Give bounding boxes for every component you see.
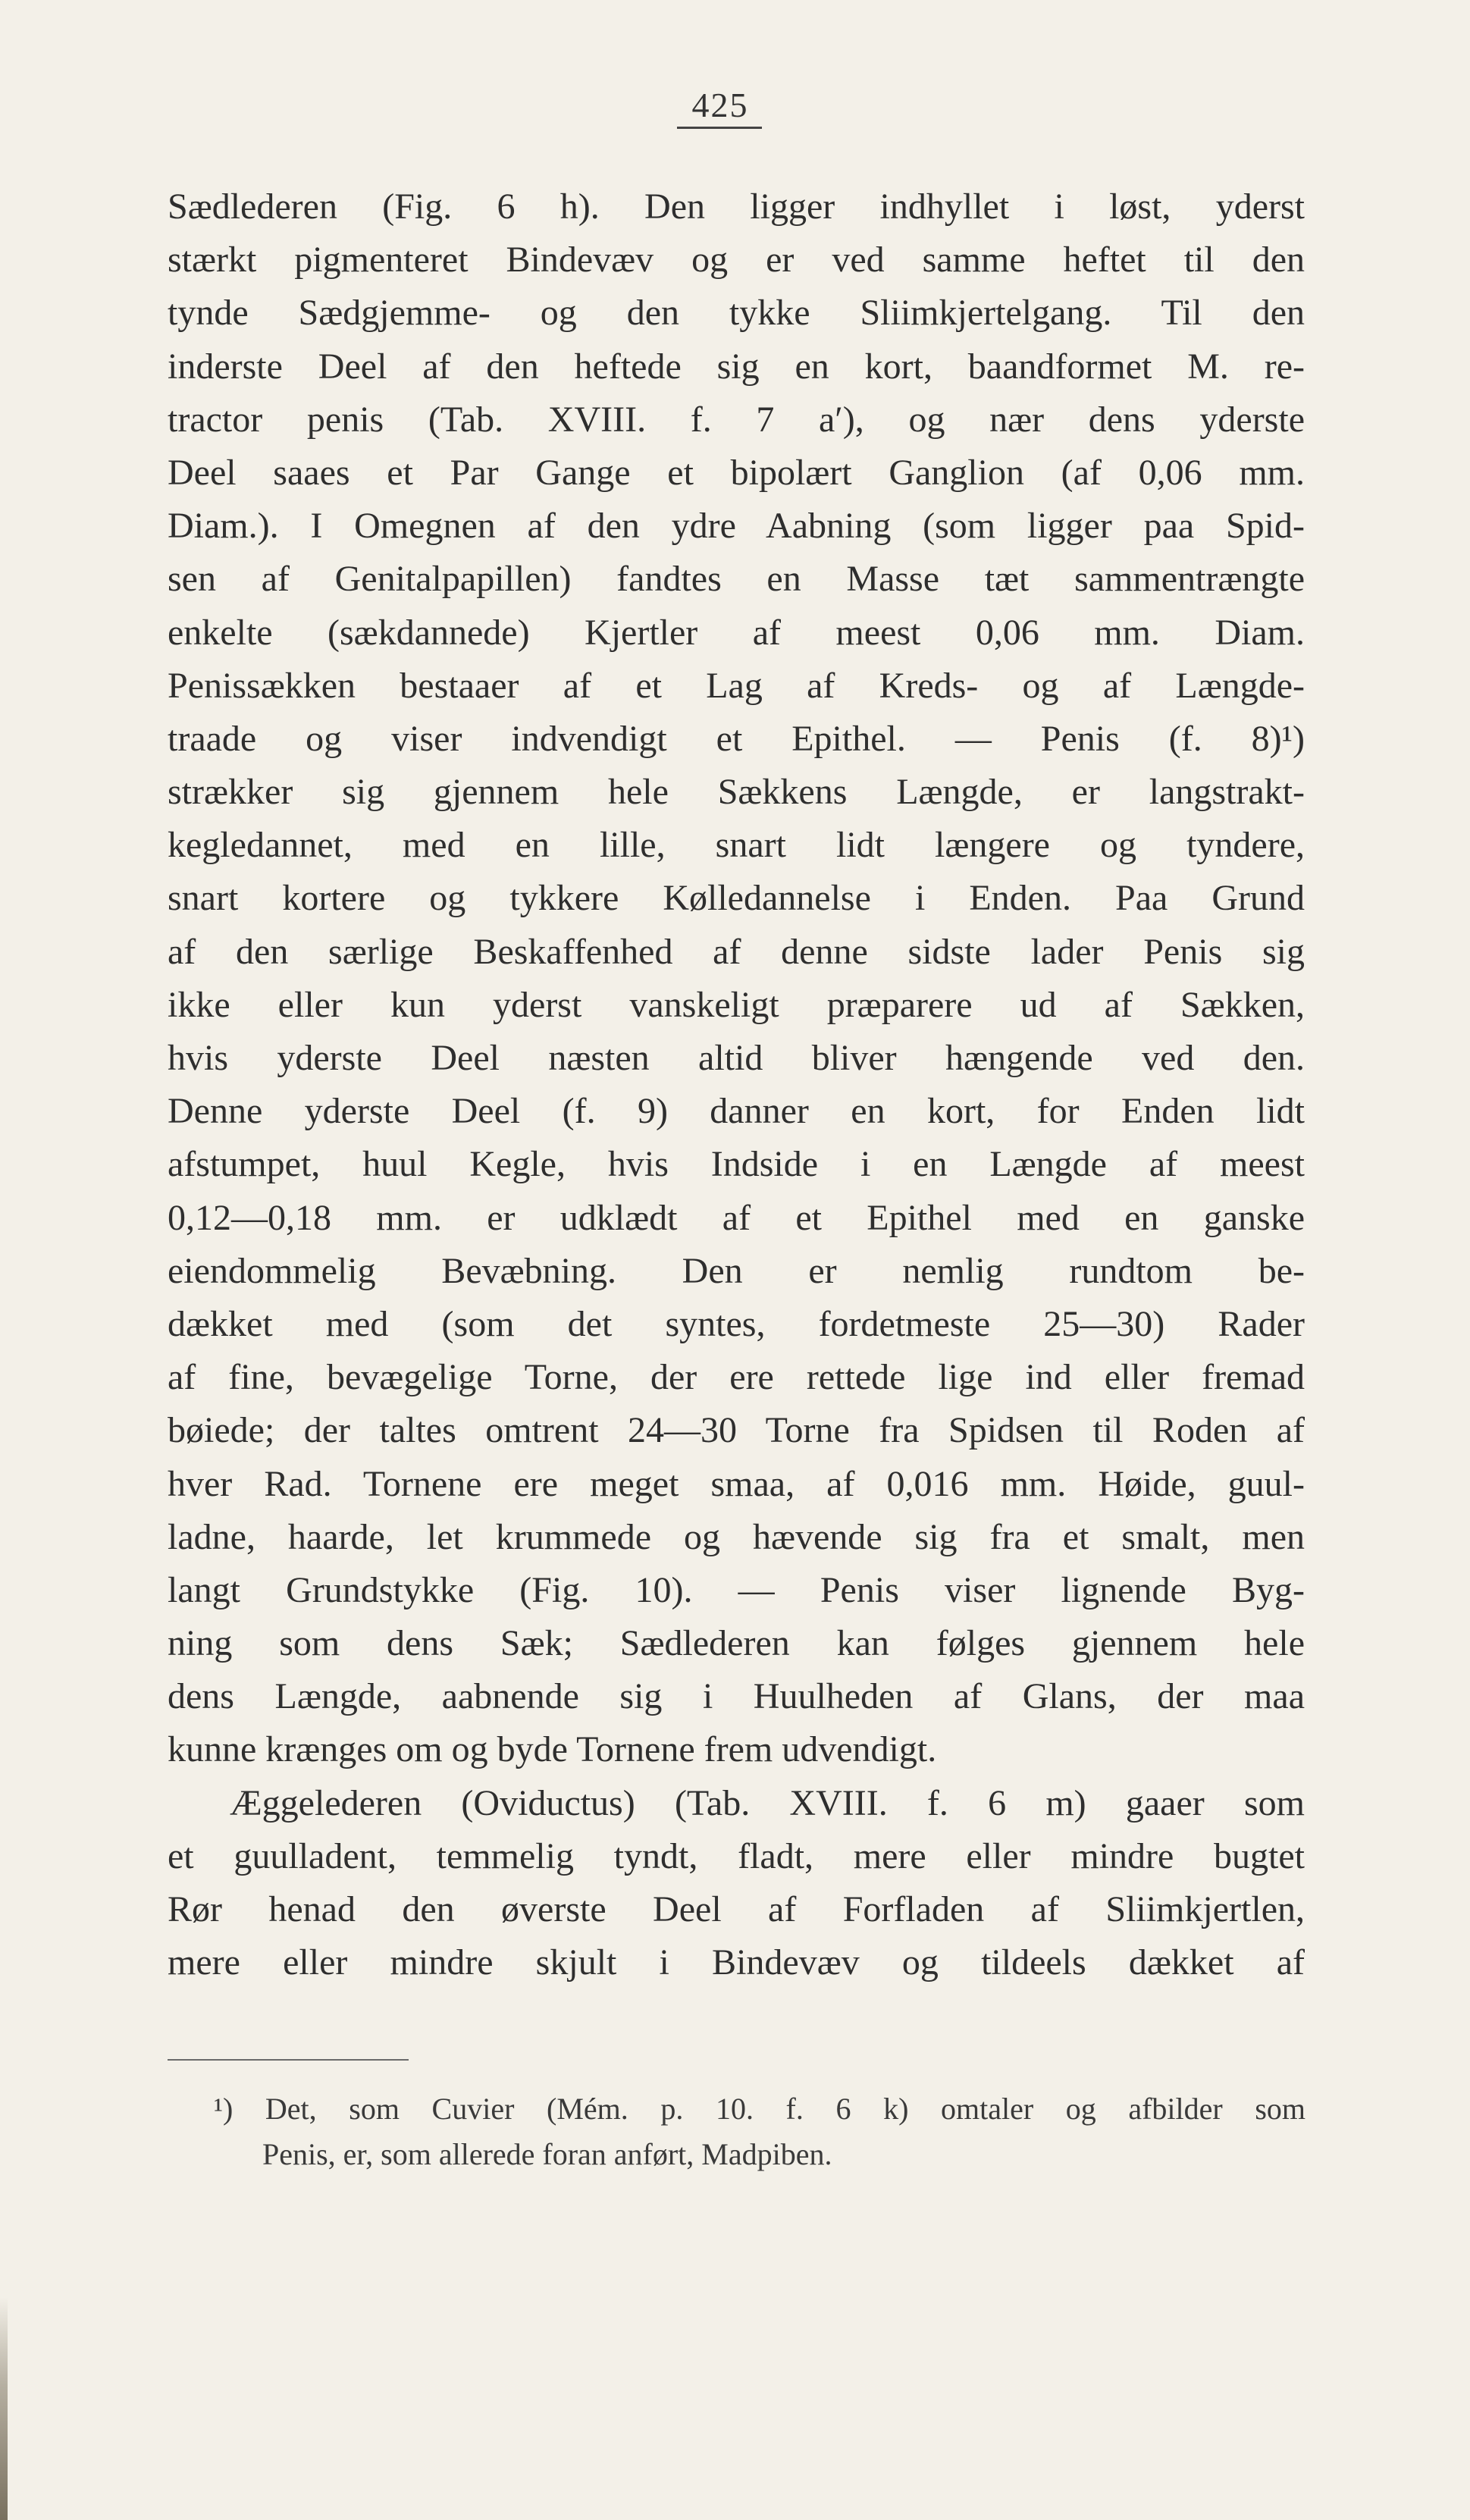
body-text	[168, 180, 1305, 1989]
text-line: ladne, haarde, let krummede og hævende sig fra et smalt, men	[168, 1516, 1305, 1557]
footnote-line-1: ¹) Det, som Cuvier (Mém. p. 10. f. 6 k) omtaler og afbilder som	[214, 2092, 1305, 2126]
text-line: mere eller mindre skjult i Bindevæv og tildeels dækket af	[168, 1942, 1305, 1983]
text-line: Penissækken bestaaer af et Lag af Kreds- og af Længde-	[168, 665, 1305, 706]
text-line: ikke eller kun yderst vanskeligt præparere ud af Sækken,	[168, 984, 1305, 1025]
text-line: ning som dens Sæk; Sædlederen kan følges gjennem hele	[168, 1623, 1305, 1664]
text-line: Diam.). I Omegnen af den ydre Aabning (som ligger paa Spid-	[168, 506, 1305, 547]
page-edge-shadow	[0, 2297, 8, 2520]
text-line: dækket med (som det syntes, fordetmeste 25—30) Rader	[168, 1303, 1305, 1344]
text-line: hver Rad. Tornene ere meget smaa, af 0,016 mm. Høide, guul-	[168, 1463, 1305, 1504]
text-line: eiendommelig Bevæbning. Den er nemlig rundtom be-	[168, 1250, 1305, 1291]
footnote-separator	[168, 2059, 409, 2061]
text-line: Deel saaes et Par Gange et bipolært Ganglion (af 0,06 mm.	[168, 452, 1305, 493]
text-line: hvis yderste Deel næsten altid bliver hængende ved den.	[168, 1038, 1305, 1078]
text-line: af den særlige Beskaffenhed af denne sidste lader Penis sig	[168, 931, 1305, 972]
text-line: langt Grundstykke (Fig. 10). — Penis viser lignende Byg-	[168, 1569, 1305, 1610]
text-line: 0,12—0,18 mm. er udklædt af et Epithel med en ganske	[168, 1197, 1305, 1238]
text-line: Rør henad den øverste Deel af Forfladen af Sliimkjertlen,	[168, 1889, 1305, 1929]
text-line: Denne yderste Deel (f. 9) danner en kort, for Enden lidt	[168, 1091, 1305, 1132]
text-line: tynde Sædgjemme- og den tykke Sliimkjertelgang. Til den	[168, 293, 1305, 334]
text-line: Sædlederen (Fig. 6 h). Den ligger indhyllet i løst, yderst	[168, 186, 1305, 227]
text-line: sen af Genitalpapillen) fandtes en Masse tæt sammentrængte	[168, 559, 1305, 600]
text-line: stærkt pigmenteret Bindevæv og er ved samme heftet til den	[168, 240, 1305, 281]
text-line: strækker sig gjennem hele Sækkens Længde, er langstrakt-	[168, 772, 1305, 813]
text-line: bøiede; der taltes omtrent 24—30 Torne fra Spidsen til Roden af	[168, 1410, 1305, 1451]
footnote-line-2: Penis, er, som allerede foran anført, Madpiben.	[262, 2137, 832, 2171]
text-line: traade og viser indvendigt et Epithel. — Penis (f. 8)¹)	[168, 718, 1305, 759]
footnotes	[205, 2086, 1305, 2177]
page-number: 425	[691, 86, 749, 124]
text-line: kunne krænges om og byde Tornene frem udvendigt.	[168, 1729, 937, 1770]
page-number-underline	[677, 127, 762, 129]
text-line: Æggelederen (Oviductus) (Tab. XVIII. f. 6 m) gaaer som	[230, 1782, 1305, 1823]
text-line: inderste Deel af den heftede sig en kort, baandformet M. re-	[168, 346, 1305, 387]
text-line: kegledannet, med en lille, snart lidt længere og tyndere,	[168, 825, 1305, 866]
text-line: dens Længde, aabnende sig i Huulheden af Glans, der maa	[168, 1676, 1305, 1717]
text-line: snart kortere og tykkere Kølledannelse i Enden. Paa Grund	[168, 878, 1305, 919]
text-line: af fine, bevægelige Torne, der ere rettede lige ind eller fremad	[168, 1357, 1305, 1398]
text-line: tractor penis (Tab. XVIII. f. 7 a′), og nær dens yderste	[168, 399, 1305, 440]
text-line: enkelte (sækdannede) Kjertler af meest 0,06 mm. Diam.	[168, 612, 1305, 653]
text-line: afstumpet, huul Kegle, hvis Indside i en Længde af meest	[168, 1144, 1305, 1185]
text-line: et guulladent, temmelig tyndt, fladt, mere eller mindre bugtet	[168, 1835, 1305, 1876]
